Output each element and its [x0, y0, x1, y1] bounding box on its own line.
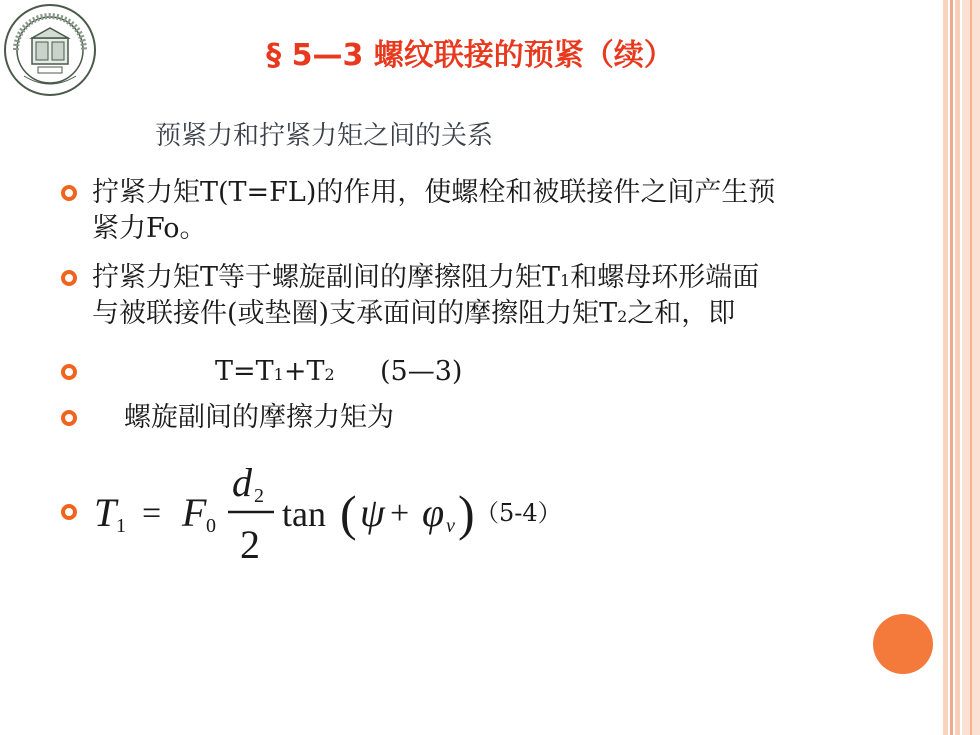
svg-text:0: 0: [206, 515, 216, 537]
decorative-orange-circle: [873, 614, 933, 674]
bullet-1-line-2: 紧力Fo。: [92, 213, 207, 244]
svg-text:T: T: [94, 490, 117, 535]
text-segment: 拧紧力矩T等于螺旋副间的摩擦阻力矩T: [92, 262, 561, 293]
bullet-ring-icon: [60, 363, 78, 381]
slide-subtitle: 预紧力和拧紧力矩之间的关系: [155, 121, 494, 151]
eq-part: +T: [283, 356, 325, 387]
svg-text:(: (: [340, 485, 357, 541]
right-stripe-5: [970, 0, 972, 735]
subscript: 2: [617, 307, 628, 326]
svg-text:1: 1: [116, 515, 126, 537]
formula-number: （5-4）: [475, 499, 562, 527]
right-stripe-2: [950, 0, 953, 735]
svg-text:F: F: [182, 490, 207, 535]
svg-text:): ): [458, 485, 475, 541]
svg-text:v: v: [446, 515, 455, 537]
bullet-2-line-2: [92, 297, 735, 334]
subscript: 2: [324, 365, 335, 384]
slide-title: § 5—3 螺纹联接的预紧（续）: [266, 38, 674, 73]
svg-text:2: 2: [240, 522, 260, 567]
equation-5-3: [215, 355, 335, 392]
bullet-ring-icon: [60, 269, 78, 287]
svg-text:tan: tan: [282, 494, 326, 534]
bullet-1-line-1: 拧紧力矩T(T=FL)的作用，使螺栓和被联接件之间产生预: [92, 177, 776, 208]
svg-text:+: +: [390, 495, 410, 532]
svg-text:ψ: ψ: [360, 490, 385, 535]
svg-text:d: d: [232, 460, 252, 505]
right-stripe-3: [955, 0, 960, 735]
svg-text:2: 2: [254, 485, 264, 507]
bullet-2-line-1: [92, 261, 759, 298]
text-segment: 与被联接件(或垫圈)支承面间的摩擦阻力矩T: [92, 298, 618, 329]
bullet-ring-icon: [60, 503, 78, 521]
bullet-4-text: 螺旋副间的摩擦力矩为: [124, 402, 394, 433]
bullet-ring-icon: [60, 184, 78, 202]
subscript: 1: [273, 365, 284, 384]
bullet-ring-icon: [60, 409, 78, 427]
svg-text:φ: φ: [422, 490, 445, 535]
eq-part: T=T: [215, 356, 274, 387]
subscript: 1: [560, 271, 571, 290]
right-stripe-1: [943, 0, 948, 735]
text-segment: 之和，即: [627, 298, 736, 329]
svg-text:=: =: [142, 495, 162, 532]
equation-number: (5—3): [380, 356, 463, 387]
text-segment: 和螺母环形端面: [570, 262, 760, 293]
